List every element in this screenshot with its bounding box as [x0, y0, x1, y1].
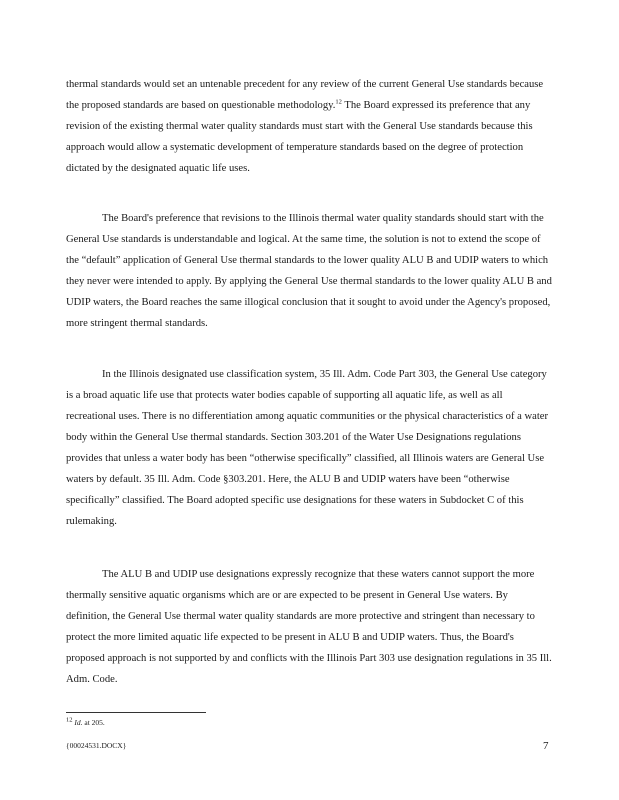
footnote-reference: 12 [335, 98, 342, 106]
document-id: {00024531.DOCX} [66, 741, 127, 750]
paragraph-1 [66, 74, 554, 179]
footnote [66, 718, 105, 728]
footnote-citation: Id. [74, 718, 83, 727]
page-number: 7 [543, 740, 549, 752]
footnote-number: 12 [66, 716, 73, 724]
paragraph-2: The Board's preference that revisions to the Illinois thermal water quality standards should start with the General Use standards is understandable and logical. At the same time, the solution is not to extend the scope of the “default” application of General Use thermal standards to the lower quality ALU B and UDIP waters to which they never were intended to apply. By applying the General Use thermal standards to the lower quality ALU B and UDIP waters, the Board reaches the same illogical conclusion that it sought to avoid under the Agency's proposed, more stringent thermal standards. [66, 213, 552, 329]
paragraph-3: In the Illinois designated use classification system, 35 Ill. Adm. Code Part 303, the General Use category is a broad aquatic life use that protects water bodies capable of supporting all aquatic life, as well as all recreational uses. There is no differentiation among aquatic communities or the physical characteristics of a water body within the General Use thermal standards. Section 303.201 of the Water Use Designations regulations provides that unless a water body has been “otherwise specifically” classified, all Illinois waters are General Use waters by default. 35 Ill. Adm. Code §303.201. Here, the ALU B and UDIP waters have been “otherwise specifically” classified. The Board adopted specific use designations for these waters in Subdocket C of this rulemaking. [66, 369, 549, 527]
footnote-separator [66, 712, 206, 713]
footnote-text: at 205. [82, 718, 105, 727]
paragraph-1-text-b: The Board expressed its preference that any revision of the existing thermal water quality standards must start with the General Use standards because this approach would allow a systematic development of temperature standards based on the degree of protection dictated by the designated aquatic life uses. [66, 100, 533, 174]
paragraph-1-text-a: thermal standards would set an untenable precedent for any review of the current General Use standards because the proposed standards are based on questionable methodology. [66, 79, 544, 111]
paragraph-4: The ALU B and UDIP use designations expressly recognize that these waters cannot support the more thermally sensitive aquatic organisms which are or are expected to be present in General Use waters. By definition, the General Use thermal water quality standards are more protective and stringent than necessary to protect the more limited aquatic life expected to be present in ALU B and UDIP waters. Thus, the Board's proposed approach is not supported by and conflicts with the Illinois Part 303 use designation regulations in 35 Ill. Adm. Code. [66, 569, 552, 685]
